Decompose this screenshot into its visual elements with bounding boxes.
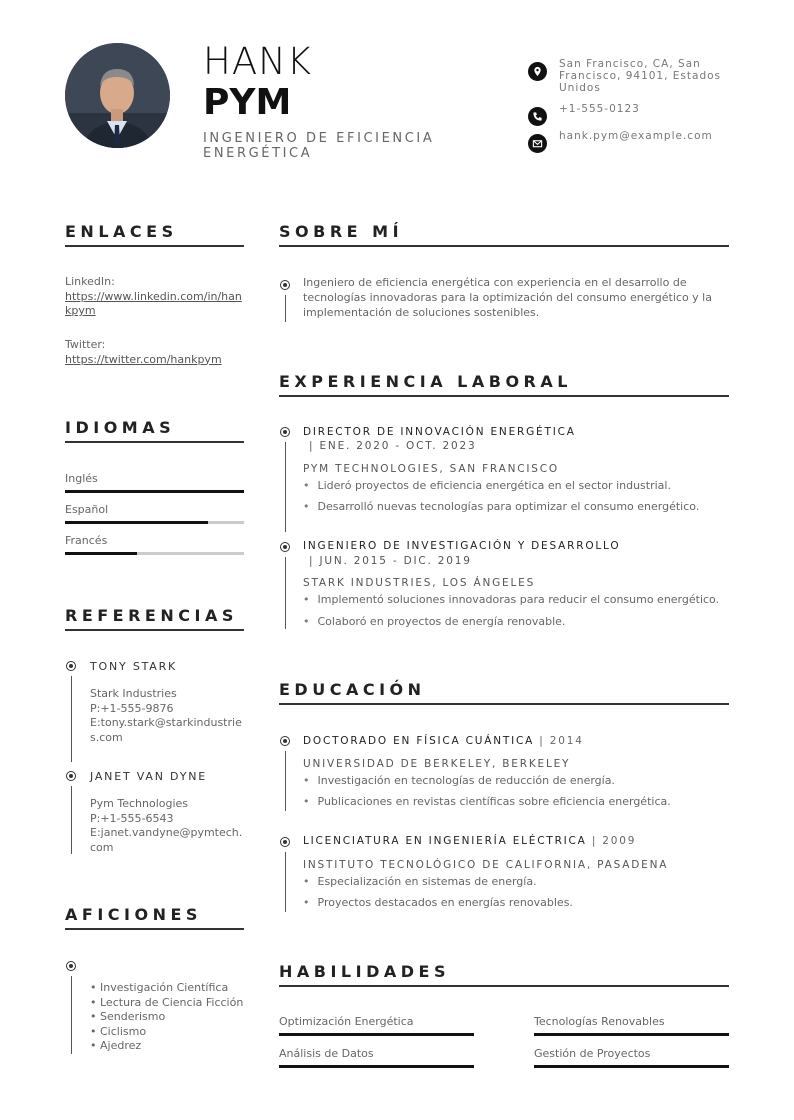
job-bullet: • Lideró proyectos de eficiencia energética en el sector industrial. — [303, 479, 671, 493]
phone-text: +1-555-0123 — [559, 103, 640, 115]
timeline-line — [285, 751, 286, 811]
degree-year: | 2009 — [591, 835, 637, 847]
job-entry-company: PYM TECHNOLOGIES, SAN FRANCISCO — [303, 463, 559, 475]
skill-level-bar — [279, 1065, 474, 1068]
link-linkedin — [65, 275, 243, 319]
link-twitter — [65, 338, 243, 367]
hobby-item: • Lectura de Ciencia Ficción — [90, 995, 244, 1009]
timeline-dot-icon — [280, 736, 290, 746]
education-rule — [279, 703, 729, 705]
reference-phone: P:+1-555-9876 — [90, 701, 174, 715]
timeline-line — [71, 786, 72, 854]
timeline-line — [285, 557, 286, 629]
linkedin-url-link[interactable]: https://www.linkedin.com/in/hankpym — [65, 289, 242, 317]
languages-heading: IDIOMAS — [65, 418, 176, 437]
timeline-line — [71, 976, 72, 1054]
timeline-dot-icon — [280, 837, 290, 847]
skill-level-bar — [534, 1065, 729, 1068]
hobbies-heading: AFICIONES — [65, 905, 202, 924]
email-text: hank.pym@example.com — [559, 130, 713, 142]
skill-level-fill — [534, 1033, 729, 1036]
language-level-fill — [65, 490, 244, 493]
skill-level-fill — [279, 1033, 474, 1036]
reference-phone: P:+1-555-6543 — [90, 811, 174, 825]
language-label: Español — [65, 503, 109, 516]
languages-rule — [65, 441, 244, 443]
education-bullet: • Proyectos destacados en energías renovables. — [303, 896, 573, 910]
degree-year: | 2014 — [539, 735, 584, 747]
timeline-line — [285, 852, 286, 912]
address-text: San Francisco, CA, San Francisco, 94101, Estados Unidos — [559, 58, 722, 94]
hobby-item: • Senderismo — [90, 1010, 166, 1023]
about-heading: SOBRE MÍ — [279, 222, 404, 241]
job-bullet: • Implementó soluciones innovadoras para reducir el consumo energético. — [303, 593, 719, 607]
phone-icon — [528, 107, 547, 126]
hobby-item: • Ciclismo — [90, 1024, 147, 1038]
job-entry-title: DIRECTOR DE INNOVACIÓN ENERGÉTICA — [303, 426, 576, 438]
education-school: INSTITUTO TECNOLÓGICO DE CALIFORNIA, PASADENA — [303, 859, 669, 871]
skill-label: Optimización Energética — [279, 1015, 414, 1028]
language-level-bar — [65, 521, 244, 524]
timeline-dot-icon — [280, 280, 290, 290]
timeline-line — [71, 676, 72, 762]
profile-photo — [65, 43, 170, 148]
links-rule — [65, 245, 244, 247]
skill-label: Gestión de Proyectos — [534, 1047, 651, 1060]
reference-name: JANET VAN DYNE — [90, 770, 208, 783]
job-bullet: • Colaboró en proyectos de energía renovable. — [303, 615, 565, 629]
timeline-dot-icon — [66, 771, 76, 781]
links-heading: ENLACES — [65, 222, 178, 241]
language-level-bar — [65, 490, 244, 493]
references-rule — [65, 629, 244, 631]
location-pin-icon — [528, 62, 547, 81]
education-bullet: • Investigación en tecnologías de reducción de energía. — [303, 774, 615, 788]
timeline-line — [285, 295, 286, 322]
language-level-fill — [65, 521, 208, 524]
timeline-line — [285, 442, 286, 532]
job-entry-title: INGENIERO DE INVESTIGACIÓN Y DESARROLLO — [303, 540, 621, 552]
degree-title: LICENCIATURA EN INGENIERÍA ELÉCTRICA — [303, 835, 587, 847]
envelope-icon — [528, 134, 547, 153]
language-level-bar — [65, 552, 244, 555]
language-level-fill — [65, 552, 137, 555]
job-entry-dates: | JUN. 2015 - DIC. 2019 — [309, 555, 472, 567]
degree-title: DOCTORADO EN FÍSICA CUÁNTICA — [303, 735, 535, 747]
experience-heading: EXPERIENCIA LABORAL — [279, 372, 572, 391]
education-bullet: • Especialización en sistemas de energía. — [303, 875, 537, 889]
language-label: Inglés — [65, 472, 98, 485]
contact-email — [528, 130, 728, 153]
reference-details — [90, 687, 245, 745]
job-entry-dates: | ENE. 2020 - OCT. 2023 — [309, 440, 477, 452]
hobby-item: • Ajedrez — [90, 1039, 142, 1052]
reference-company: Stark Industries — [90, 687, 177, 700]
timeline-dot-icon — [280, 427, 290, 437]
timeline-dot-icon — [66, 661, 76, 671]
reference-company: Pym Technologies — [90, 797, 189, 810]
reference-details — [90, 797, 245, 855]
skill-label: Tecnologías Renovables — [534, 1015, 665, 1028]
job-bullet: • Desarrolló nuevas tecnologías para optimizar el consumo energético. — [303, 500, 699, 514]
job-entry-company: STARK INDUSTRIES, LOS ÁNGELES — [303, 577, 536, 589]
skill-level-bar — [534, 1033, 729, 1036]
first-name: HANK — [203, 40, 313, 83]
link-label: Twitter: — [65, 338, 106, 351]
references-heading: REFERENCIAS — [65, 606, 238, 625]
timeline-dot-icon — [66, 961, 76, 971]
education-school: UNIVERSIDAD DE BERKELEY, BERKELEY — [303, 758, 571, 770]
education-heading: EDUCACIÓN — [279, 680, 426, 699]
contact-phone — [528, 103, 728, 126]
twitter-url-link[interactable]: https://twitter.com/hankpym — [65, 352, 222, 366]
experience-rule — [279, 395, 729, 397]
education-bullet: • Publicaciones en revistas científicas sobre eficiencia energética. — [303, 795, 671, 809]
skill-label: Análisis de Datos — [279, 1047, 374, 1060]
language-label: Francés — [65, 534, 108, 547]
skills-rule — [279, 985, 729, 987]
about-rule — [279, 245, 729, 247]
last-name: PYM — [203, 82, 292, 123]
skill-level-bar — [279, 1033, 474, 1036]
education-entry-heading — [303, 835, 636, 847]
hobbies-list — [90, 981, 243, 1054]
hobbies-rule — [65, 928, 244, 930]
contact-address — [528, 58, 728, 94]
job-title: INGENIERO DE EFICIENCIA ENERGÉTICA — [203, 131, 435, 161]
skills-heading: HABILIDADES — [279, 962, 450, 981]
hobby-item: • Investigación Científica — [90, 981, 229, 994]
reference-email: E:tony.stark@starkindustries.com — [90, 716, 242, 744]
about-text: Ingeniero de eficiencia energética con experiencia en el desarrollo de tecnologías innovadoras para la optimización del consumo energético y la implementación de soluciones sostenibles. — [303, 276, 712, 319]
reference-email: E:janet.vandyne@pymtech.com — [90, 826, 243, 854]
link-label: LinkedIn: — [65, 275, 115, 288]
education-entry-heading — [303, 735, 584, 747]
skill-level-fill — [534, 1065, 729, 1068]
skill-level-fill — [279, 1065, 474, 1068]
timeline-dot-icon — [280, 542, 290, 552]
reference-name: TONY STARK — [90, 660, 178, 673]
